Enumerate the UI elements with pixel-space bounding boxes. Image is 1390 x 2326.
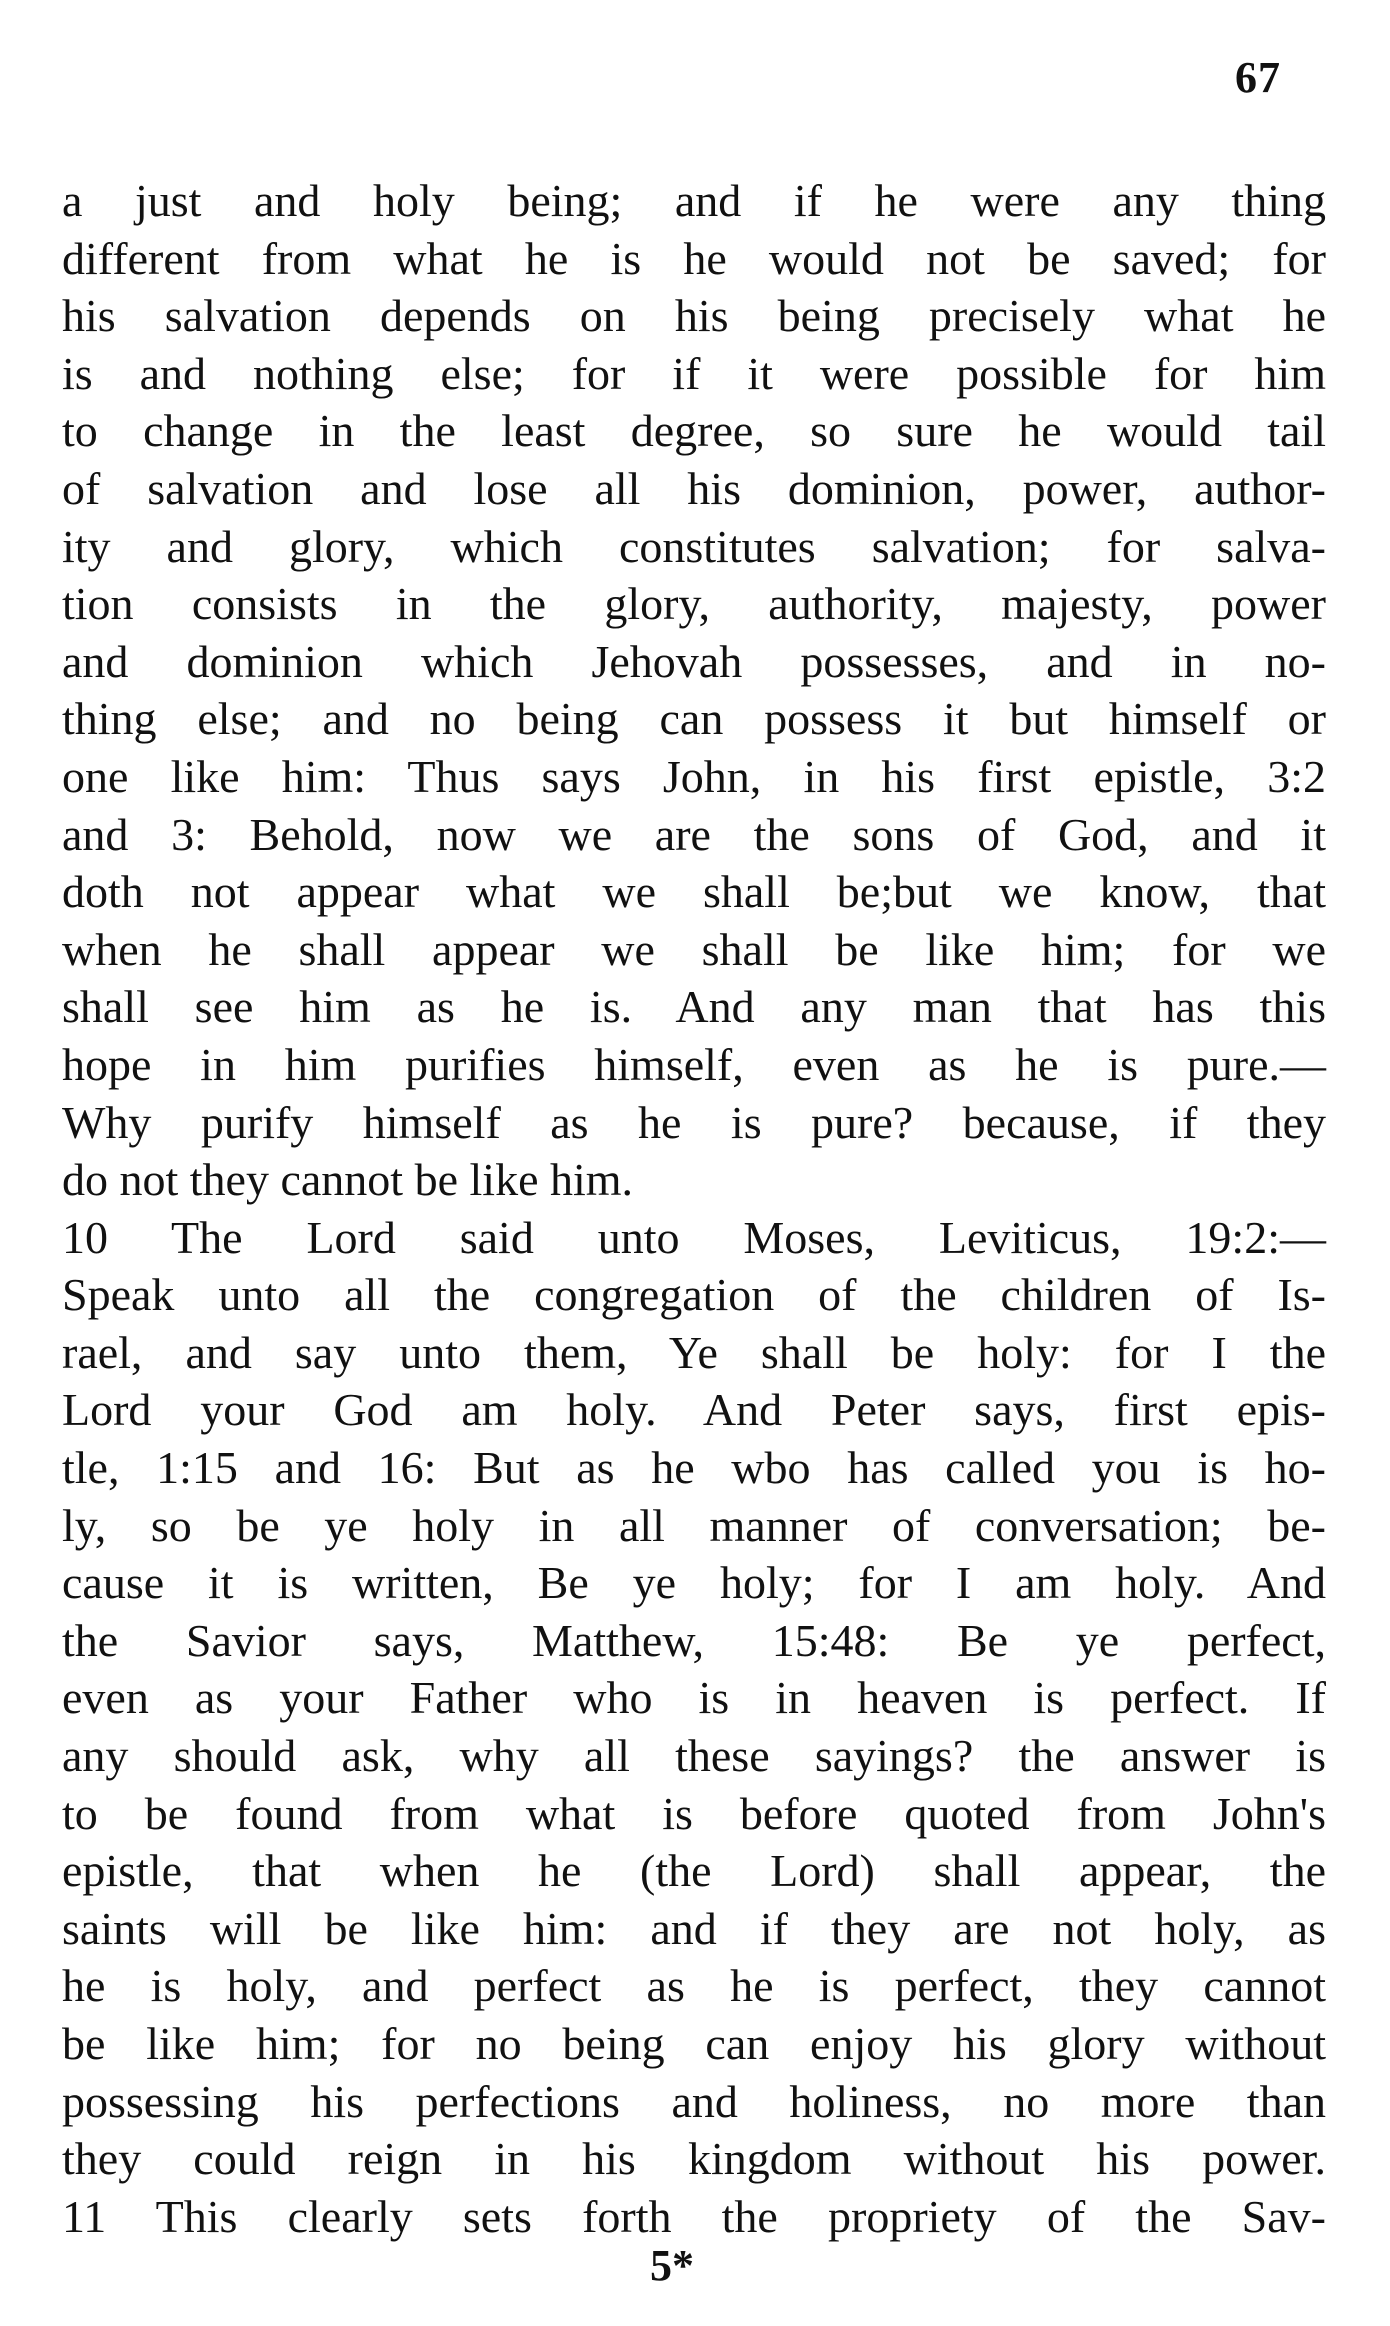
text-line: he is holy, and perfect as he is perfect, they cannot <box>62 1960 1326 2012</box>
body-text <box>62 172 1326 2245</box>
text-line: to change in the least degree, so sure he would tail <box>62 405 1326 457</box>
text-line: Lord your God am holy. And Peter says, first epis- <box>62 1384 1326 1436</box>
text-line: the Savior says, Matthew, 15:48: Be ye perfect, <box>62 1614 1326 1666</box>
text-line: different from what he is he would not be saved; for <box>62 232 1326 284</box>
text-line: a just and holy being; and if he were any thing <box>62 175 1326 226</box>
text-line: and dominion which Jehovah possesses, and in no- <box>62 635 1326 687</box>
text-line: any should ask, why all these sayings? the answer is <box>62 1730 1326 1782</box>
text-line: 10 The Lord said unto Moses, Leviticus, 19:2:— <box>62 1211 1326 1263</box>
text-line: and 3: Behold, now we are the sons of God, and it <box>62 808 1326 860</box>
text-line: epistle, that when he (the Lord) shall appear, the <box>62 1845 1326 1897</box>
text-line: one like him: Thus says John, in his first epistle, 3:2 <box>62 750 1326 802</box>
text-line: his salvation depends on his being precisely what he <box>62 290 1326 342</box>
text-line: cause it is written, Be ye holy; for I am holy. And <box>62 1557 1326 1609</box>
text-line: is and nothing else; for if it were possible for him <box>62 347 1326 399</box>
signature-mark: 5* <box>650 2241 694 2290</box>
text-line: shall see him as he is. And any man that has this <box>62 981 1326 1033</box>
page-number: 67 <box>1235 53 1281 102</box>
text-line: hope in him purifies himself, even as he is pure.— <box>62 1038 1326 1090</box>
text-line: ly, so be ye holy in all manner of conversation; be- <box>62 1499 1326 1551</box>
text-line: do not they cannot be like him. <box>62 1154 634 1206</box>
text-line: tion consists in the glory, authority, majesty, power <box>62 578 1326 630</box>
text-line: doth not appear what we shall be;but we know, that <box>62 866 1326 918</box>
text-line: even as your Father who is in heaven is perfect. If <box>62 1672 1326 1724</box>
text-line: tle, 1:15 and 16: But as he wbo has called you is ho- <box>62 1442 1326 1494</box>
text-line: 11 This clearly sets forth the propriety of the Sav- <box>62 2190 1326 2242</box>
text-line: ity and glory, which constitutes salvation; for salva- <box>62 520 1326 572</box>
text-line: they could reign in his kingdom without his power. <box>62 2133 1326 2185</box>
text-line: saints will be like him: and if they are not holy, as <box>62 1902 1326 1954</box>
text-line: to be found from what is before quoted from John's <box>62 1787 1326 1839</box>
text-line: rael, and say unto them, Ye shall be holy: for I the <box>62 1326 1326 1378</box>
text-line: Why purify himself as he is pure? because, if they <box>62 1096 1326 1148</box>
text-line: when he shall appear we shall be like him; for we <box>62 923 1326 975</box>
text-line: Speak unto all the congregation of the children of Is- <box>62 1269 1326 1321</box>
text-line: be like him; for no being can enjoy his glory without <box>62 2018 1326 2069</box>
text-line: thing else; and no being can possess it but himself or <box>62 693 1326 745</box>
text-line: of salvation and lose all his dominion, power, author- <box>62 462 1326 514</box>
text-line: possessing his perfections and holiness, no more than <box>62 2075 1326 2127</box>
